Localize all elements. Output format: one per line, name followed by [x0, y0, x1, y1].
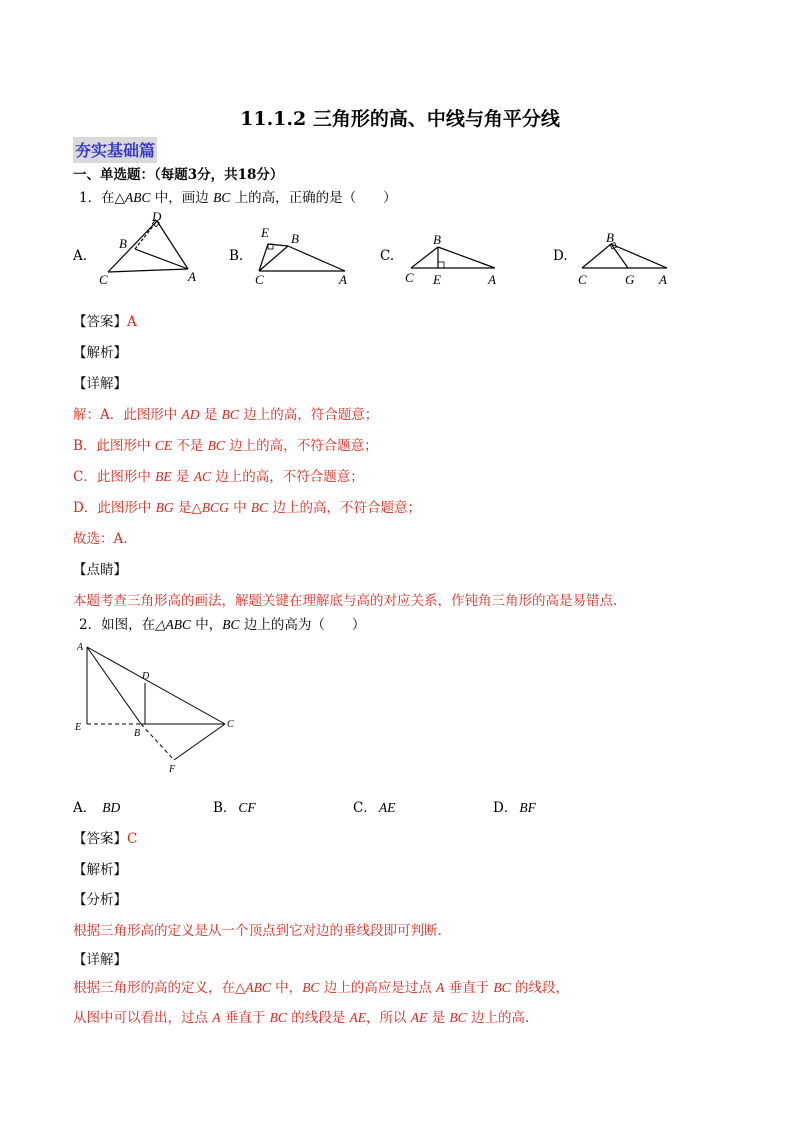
q2-fig-label-b: B [134, 728, 141, 739]
q1-answer-value: A [127, 314, 137, 330]
q1-answer-tag: 【答案】 [73, 314, 127, 330]
fig-a-label-b: B [119, 236, 127, 251]
q2-d1-v3: A [436, 980, 445, 995]
q1-figure-d [575, 230, 675, 288]
q1-d3-post: 边上的高，不符合题意； [210, 469, 364, 485]
fig-b-label-c: C [255, 272, 264, 287]
q1-d3-pre: C．此图形中 [73, 469, 156, 485]
q1-d4-v3: BC [250, 500, 269, 515]
page-title: 11.1.2 三角形的高、中线与角平分线 [240, 108, 560, 130]
fig-d-label-g: G [625, 272, 635, 287]
q2-d2-post: 边上的高. [466, 1010, 530, 1026]
fig-a-label-c: C [99, 272, 108, 287]
q1-detail-line-2 [73, 434, 378, 454]
q2-option-a-label: A． [73, 800, 97, 816]
q1-d4-mid1: 是△ [173, 500, 202, 516]
q2-d2-mid2: 的线段是 [286, 1010, 350, 1026]
q2-d1-v1: ABC [245, 980, 271, 995]
fig-a-label-a: A [188, 269, 196, 284]
q2-d2-v2: BC [269, 1010, 287, 1025]
q2-option-c [353, 796, 395, 816]
q2-d1-mid2: 边上的高应是过点 [319, 980, 437, 996]
fig-d-label-c: C [578, 272, 587, 287]
q1-option-b-label: B. [229, 248, 244, 264]
q1-stem-abc: ABC [124, 190, 151, 205]
q1-d1-pre: 解：A．此图形中 [73, 407, 182, 423]
fig-b-label-e: E [261, 225, 269, 240]
q2-fig-label-a: A [77, 642, 84, 653]
q1-stem-bc: BC [213, 190, 231, 205]
q1-d2-v2: BC [207, 438, 225, 453]
q1-stem-pre: 1．在△ [79, 190, 125, 206]
q2-detail-line-2 [73, 1006, 529, 1026]
fig-d-label-a: A [659, 272, 667, 287]
q1-stem [79, 186, 397, 206]
q2-d2-pre: 从图中可以看出，过点 [73, 1010, 213, 1026]
part-heading: 一、单选题：（每题3分，共18分） [73, 167, 284, 183]
q2-figure [70, 636, 245, 778]
q2-d2-mid4: 是 [427, 1010, 450, 1026]
q1-detail-line-1 [73, 403, 378, 423]
q2-option-b [213, 796, 256, 816]
q1-d2-v1: CE [154, 438, 172, 453]
q2-option-b-label: B． [213, 800, 237, 816]
q2-d2-v1: A [212, 1010, 221, 1025]
q2-option-d [493, 796, 536, 816]
q1-figure-c [402, 230, 507, 288]
q2-d1-mid1: 中， [270, 980, 303, 996]
q1-d4-post: 边上的高，不符合题意； [268, 500, 421, 516]
q2-d1-post: 的线段， [510, 980, 569, 996]
fig-c-label-b: B [433, 232, 441, 247]
fig-b-label-a: A [339, 272, 347, 287]
q2-option-a [73, 796, 120, 816]
q2-option-c-label: C． [353, 800, 377, 816]
q1-figure-b [250, 222, 360, 288]
q2-d2-mid1: 垂直于 [220, 1010, 270, 1026]
q2-d1-v2: BC [302, 980, 320, 995]
q2-analysis-tag: 【解析】 [73, 862, 127, 878]
q1-d1-post: 边上的高，符合题意； [238, 407, 379, 423]
q2-d2-v5: BC [449, 1010, 467, 1025]
q1-d1-v2: BC [221, 407, 239, 422]
q1-stem-mid: 中，画边 [150, 190, 214, 206]
q2-stem-pre: 2．如图，在 [79, 617, 156, 633]
q1-answer [73, 310, 137, 330]
q2-d2-v4: AE [410, 1010, 428, 1025]
q1-option-c-label: C. [380, 248, 395, 264]
q1-d2-pre: B．此图形中 [73, 438, 155, 454]
q2-answer-value: C [127, 831, 138, 847]
q2-fig-label-e: E [75, 722, 82, 733]
fig-a-label-d: D [152, 209, 162, 224]
q2-detail-tag: 【详解】 [73, 952, 127, 968]
q1-figure-a [95, 208, 205, 288]
q2-stem-abc: △ABC [155, 617, 191, 632]
q1-d4-mid2: 中 [228, 500, 251, 516]
q2-analysis2-tag: 【分析】 [73, 892, 127, 908]
q1-d3-v1: BE [155, 469, 172, 484]
q2-detail-line-1 [73, 976, 569, 996]
q1-option-a-label: A. [73, 248, 88, 264]
q1-d1-mid: 是 [199, 407, 222, 423]
q2-option-c-value: AE [378, 800, 396, 815]
q1-detail-line-4 [73, 496, 421, 516]
q2-stem-post: 边上的高为（ ） [239, 617, 366, 633]
q1-comment: 本题考查三角形高的画法，解题关键在理解底与高的对应关系，作钝角三角形的高是易错点. [73, 593, 618, 609]
q2-option-a-value: BD [102, 800, 121, 815]
q2-fig-label-f: F [169, 764, 176, 775]
q2-option-b-value: CF [238, 800, 256, 815]
q2-option-d-label: D． [493, 800, 518, 816]
q2-d1-pre: 根据三角形的高的定义，在△ [73, 980, 246, 996]
fig-c-label-e: E [433, 272, 441, 287]
q2-d2-mid3: ，所以 [366, 1010, 411, 1026]
section-heading: 夯实基础篇 [73, 137, 157, 163]
fig-c-label-a: A [488, 272, 496, 287]
fig-b-label-b: B [291, 231, 299, 246]
q2-stem-bc: BC [222, 617, 240, 632]
q1-analysis-tag: 【解析】 [73, 345, 127, 361]
q2-d1-v4: BC [493, 980, 511, 995]
q1-d1-v1: AD [181, 407, 200, 422]
q1-detail-line-3 [73, 465, 364, 485]
q2-stem [79, 613, 365, 633]
fig-c-label-c: C [405, 270, 414, 285]
q1-d3-v2: AC [193, 469, 211, 484]
q2-d2-v3: AE [349, 1010, 366, 1025]
q2-answer-tag: 【答案】 [73, 831, 127, 847]
q2-fig-label-d: D [142, 671, 150, 682]
q1-detail-tag: 【详解】 [73, 376, 127, 392]
q1-d4-v1: BG [155, 500, 174, 515]
q2-answer [73, 827, 137, 847]
q1-d2-post: 边上的高，不符合题意； [224, 438, 378, 454]
q1-option-d-label: D. [553, 248, 568, 264]
q1-stem-post: 上的高，正确的是（ ） [230, 190, 397, 206]
fig-d-label-b: B [606, 230, 614, 245]
q2-analysis: 根据三角形高的定义是从一个顶点到它对边的垂线段即可判断. [73, 923, 442, 939]
q1-conclusion: 故选：A. [73, 531, 128, 547]
q2-option-d-value: BF [519, 800, 536, 815]
q1-comment-tag: 【点睛】 [73, 562, 127, 578]
q2-stem-mid: 中， [190, 617, 223, 633]
q2-d1-mid3: 垂直于 [444, 980, 494, 996]
q1-d3-mid: 是 [171, 469, 194, 485]
q2-fig-label-c: C [227, 719, 234, 730]
q1-d2-mid: 不是 [171, 438, 208, 454]
q1-d4-v2: BCG [201, 500, 229, 515]
q1-d4-pre: D．此图形中 [73, 500, 156, 516]
